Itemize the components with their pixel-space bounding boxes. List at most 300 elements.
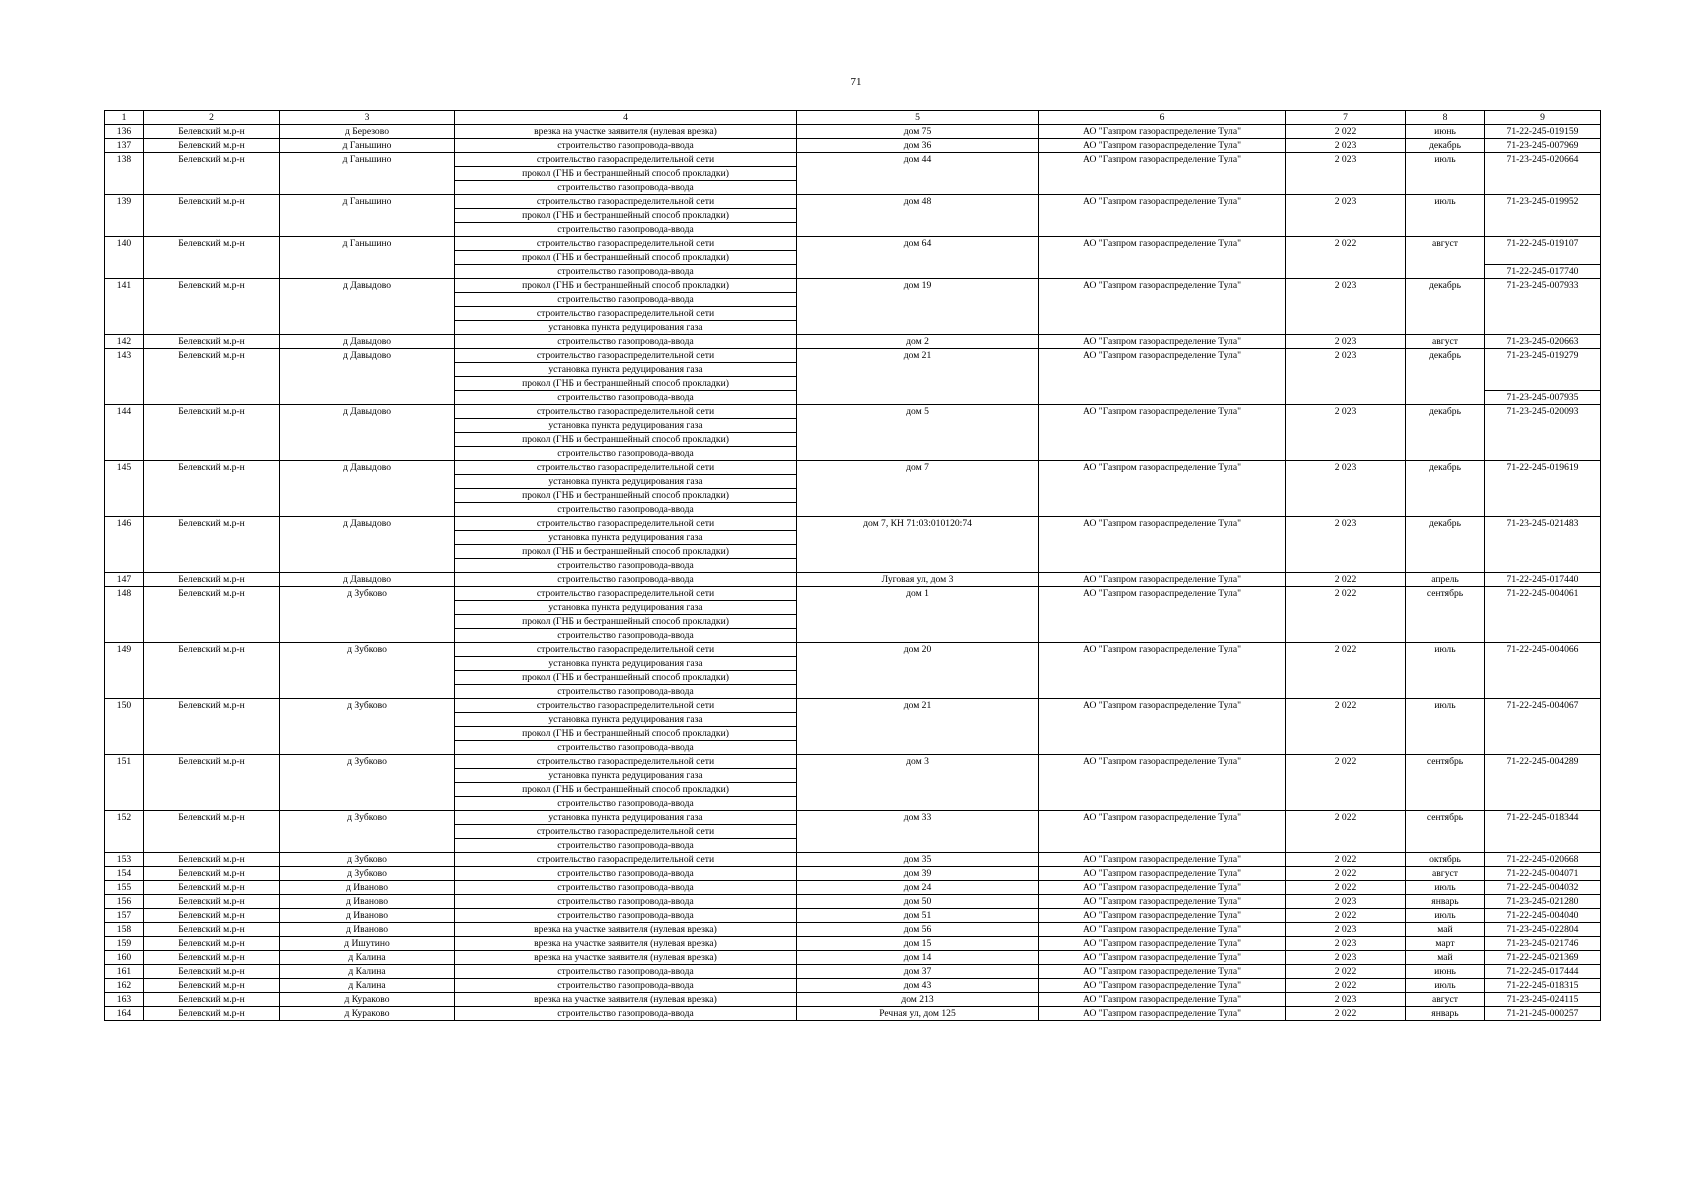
district: Белевский м.р-н — [144, 937, 280, 951]
row-number — [105, 489, 144, 503]
year — [1286, 321, 1406, 335]
district — [144, 629, 280, 643]
table-row-continuation — [105, 769, 1601, 783]
row-number: 144 — [105, 405, 144, 419]
row-number — [105, 559, 144, 573]
row-number — [105, 615, 144, 629]
registration-code: 71-22-245-004061 — [1485, 587, 1601, 601]
settlement: д Зубково — [280, 643, 455, 657]
month: декабрь — [1406, 139, 1485, 153]
settlement: д Иваново — [280, 909, 455, 923]
table-row-continuation — [105, 391, 1601, 405]
address — [797, 475, 1039, 489]
organization: АО "Газпром газораспределение Тула" — [1039, 405, 1286, 419]
organization — [1039, 741, 1286, 755]
year — [1286, 475, 1406, 489]
table-row — [105, 937, 1601, 951]
table-row-continuation — [105, 741, 1601, 755]
table-row-continuation — [105, 825, 1601, 839]
organization — [1039, 167, 1286, 181]
month: сентябрь — [1406, 811, 1485, 825]
registration-code — [1485, 741, 1601, 755]
registration-code: 71-23-245-007933 — [1485, 279, 1601, 293]
address — [797, 419, 1039, 433]
settlement — [280, 265, 455, 279]
month — [1406, 629, 1485, 643]
registration-code — [1485, 209, 1601, 223]
organization — [1039, 685, 1286, 699]
table-row — [105, 993, 1601, 1007]
settlement — [280, 223, 455, 237]
month — [1406, 209, 1485, 223]
year: 2 022 — [1286, 643, 1406, 657]
table-row-continuation — [105, 559, 1601, 573]
row-number: 162 — [105, 979, 144, 993]
row-number: 141 — [105, 279, 144, 293]
settlement: д Иваново — [280, 923, 455, 937]
registration-code — [1485, 503, 1601, 517]
registration-code: 71-22-245-020668 — [1485, 853, 1601, 867]
organization — [1039, 545, 1286, 559]
month — [1406, 671, 1485, 685]
row-number: 146 — [105, 517, 144, 531]
row-number — [105, 251, 144, 265]
table-row-continuation — [105, 601, 1601, 615]
column-number: 1 — [105, 111, 144, 125]
table-row-continuation — [105, 685, 1601, 699]
settlement: д Давыдово — [280, 461, 455, 475]
row-number — [105, 685, 144, 699]
row-number — [105, 419, 144, 433]
district: Белевский м.р-н — [144, 1007, 280, 1021]
district — [144, 545, 280, 559]
settlement — [280, 503, 455, 517]
district: Белевский м.р-н — [144, 125, 280, 139]
work-type: прокол (ГНБ и бестраншейный способ прокладки) — [455, 209, 797, 223]
settlement: д Калина — [280, 965, 455, 979]
row-number: 153 — [105, 853, 144, 867]
table-row-continuation — [105, 293, 1601, 307]
row-number: 148 — [105, 587, 144, 601]
row-number: 139 — [105, 195, 144, 209]
table-row — [105, 279, 1601, 293]
district: Белевский м.р-н — [144, 811, 280, 825]
year: 2 023 — [1286, 937, 1406, 951]
district: Белевский м.р-н — [144, 279, 280, 293]
month — [1406, 657, 1485, 671]
settlement: д Зубково — [280, 755, 455, 769]
month — [1406, 783, 1485, 797]
year — [1286, 447, 1406, 461]
table-row — [105, 153, 1601, 167]
address — [797, 391, 1039, 405]
registration-code: 71-23-245-021483 — [1485, 517, 1601, 531]
row-number: 164 — [105, 1007, 144, 1021]
work-type: прокол (ГНБ и бестраншейный способ прокладки) — [455, 377, 797, 391]
work-type: строительство газопровода-ввода — [455, 1007, 797, 1021]
registration-code — [1485, 293, 1601, 307]
settlement: д Калина — [280, 951, 455, 965]
district — [144, 489, 280, 503]
organization: АО "Газпром газораспределение Тула" — [1039, 1007, 1286, 1021]
district — [144, 531, 280, 545]
work-type: строительство газопровода-ввода — [455, 685, 797, 699]
month: июль — [1406, 699, 1485, 713]
work-type: установка пункта редуцирования газа — [455, 713, 797, 727]
table-row — [105, 237, 1601, 251]
address — [797, 615, 1039, 629]
organization — [1039, 783, 1286, 797]
work-type: установка пункта редуцирования газа — [455, 769, 797, 783]
settlement: д Иваново — [280, 895, 455, 909]
settlement: д Зубково — [280, 811, 455, 825]
registration-code — [1485, 251, 1601, 265]
settlement — [280, 363, 455, 377]
organization: АО "Газпром газораспределение Тула" — [1039, 867, 1286, 881]
district — [144, 307, 280, 321]
year — [1286, 503, 1406, 517]
work-type: установка пункта редуцирования газа — [455, 321, 797, 335]
row-number: 142 — [105, 335, 144, 349]
month — [1406, 307, 1485, 321]
registration-code — [1485, 601, 1601, 615]
registration-code — [1485, 489, 1601, 503]
organization: АО "Газпром газораспределение Тула" — [1039, 195, 1286, 209]
month: сентябрь — [1406, 587, 1485, 601]
registration-code — [1485, 839, 1601, 853]
table-row — [105, 335, 1601, 349]
work-type: прокол (ГНБ и бестраншейный способ прокладки) — [455, 251, 797, 265]
organization: АО "Газпром газораспределение Тула" — [1039, 853, 1286, 867]
district: Белевский м.р-н — [144, 643, 280, 657]
settlement: д Давыдово — [280, 335, 455, 349]
settlement — [280, 391, 455, 405]
row-number — [105, 671, 144, 685]
district — [144, 839, 280, 853]
work-type: строительство газопровода-ввода — [455, 223, 797, 237]
address — [797, 559, 1039, 573]
district: Белевский м.р-н — [144, 237, 280, 251]
district — [144, 685, 280, 699]
organization: АО "Газпром газораспределение Тула" — [1039, 461, 1286, 475]
table-row-continuation — [105, 475, 1601, 489]
work-type: установка пункта редуцирования газа — [455, 363, 797, 377]
settlement: д Давыдово — [280, 517, 455, 531]
settlement — [280, 209, 455, 223]
settlement — [280, 671, 455, 685]
organization — [1039, 251, 1286, 265]
district — [144, 769, 280, 783]
settlement — [280, 321, 455, 335]
district: Белевский м.р-н — [144, 195, 280, 209]
address — [797, 531, 1039, 545]
district: Белевский м.р-н — [144, 965, 280, 979]
year — [1286, 601, 1406, 615]
registration-code: 71-22-245-018344 — [1485, 811, 1601, 825]
row-number: 157 — [105, 909, 144, 923]
registration-code — [1485, 531, 1601, 545]
settlement — [280, 181, 455, 195]
table-row-continuation — [105, 503, 1601, 517]
month: июль — [1406, 643, 1485, 657]
table-row — [105, 951, 1601, 965]
work-type: строительство газопровода-ввода — [455, 503, 797, 517]
row-number: 136 — [105, 125, 144, 139]
registration-code — [1485, 783, 1601, 797]
month: декабрь — [1406, 461, 1485, 475]
address — [797, 601, 1039, 615]
row-number: 159 — [105, 937, 144, 951]
organization: АО "Газпром газораспределение Тула" — [1039, 153, 1286, 167]
address — [797, 783, 1039, 797]
district — [144, 475, 280, 489]
column-number: 5 — [797, 111, 1039, 125]
table-row-continuation — [105, 531, 1601, 545]
organization: АО "Газпром газораспределение Тула" — [1039, 139, 1286, 153]
district: Белевский м.р-н — [144, 979, 280, 993]
table-row-continuation — [105, 545, 1601, 559]
settlement: д Березово — [280, 125, 455, 139]
organization — [1039, 181, 1286, 195]
year — [1286, 307, 1406, 321]
work-type: прокол (ГНБ и бестраншейный способ прокладки) — [455, 545, 797, 559]
row-number — [105, 601, 144, 615]
table-row — [105, 1007, 1601, 1021]
year — [1286, 433, 1406, 447]
registration-code — [1485, 671, 1601, 685]
organization — [1039, 727, 1286, 741]
work-type: прокол (ГНБ и бестраншейный способ прокладки) — [455, 489, 797, 503]
settlement — [280, 741, 455, 755]
settlement: д Зубково — [280, 853, 455, 867]
row-number — [105, 377, 144, 391]
settlement — [280, 839, 455, 853]
row-number — [105, 181, 144, 195]
district — [144, 447, 280, 461]
row-number — [105, 307, 144, 321]
year: 2 023 — [1286, 335, 1406, 349]
organization — [1039, 503, 1286, 517]
district — [144, 713, 280, 727]
month — [1406, 615, 1485, 629]
work-type: прокол (ГНБ и бестраншейный способ прокладки) — [455, 279, 797, 293]
address: дом 21 — [797, 699, 1039, 713]
month — [1406, 601, 1485, 615]
month: июль — [1406, 153, 1485, 167]
district — [144, 377, 280, 391]
organization — [1039, 601, 1286, 615]
district: Белевский м.р-н — [144, 895, 280, 909]
table-row — [105, 195, 1601, 209]
table-row — [105, 755, 1601, 769]
work-type: строительство газопровода-ввода — [455, 559, 797, 573]
registration-code: 71-22-245-021369 — [1485, 951, 1601, 965]
table-row-continuation — [105, 657, 1601, 671]
month — [1406, 797, 1485, 811]
district: Белевский м.р-н — [144, 867, 280, 881]
table-row — [105, 461, 1601, 475]
year — [1286, 615, 1406, 629]
year: 2 022 — [1286, 125, 1406, 139]
month — [1406, 377, 1485, 391]
organization — [1039, 657, 1286, 671]
address — [797, 377, 1039, 391]
table-row — [105, 349, 1601, 363]
work-type: прокол (ГНБ и бестраншейный способ прокладки) — [455, 783, 797, 797]
page-number: 71 — [850, 76, 862, 88]
row-number: 160 — [105, 951, 144, 965]
work-type: врезка на участке заявителя (нулевая врезка) — [455, 125, 797, 139]
row-number — [105, 531, 144, 545]
work-type: строительство газопровода-ввода — [455, 839, 797, 853]
settlement — [280, 601, 455, 615]
work-type: установка пункта редуцирования газа — [455, 419, 797, 433]
year — [1286, 783, 1406, 797]
year — [1286, 839, 1406, 853]
table-row-continuation — [105, 447, 1601, 461]
row-number: 137 — [105, 139, 144, 153]
year: 2 022 — [1286, 979, 1406, 993]
settlement — [280, 825, 455, 839]
district — [144, 433, 280, 447]
row-number — [105, 321, 144, 335]
work-type: строительство газопровода-ввода — [455, 909, 797, 923]
organization — [1039, 475, 1286, 489]
row-number — [105, 503, 144, 517]
column-number: 7 — [1286, 111, 1406, 125]
work-type: строительство газопровода-ввода — [455, 979, 797, 993]
organization: АО "Газпром газораспределение Тула" — [1039, 643, 1286, 657]
year — [1286, 419, 1406, 433]
organization: АО "Газпром газораспределение Тула" — [1039, 951, 1286, 965]
row-number — [105, 769, 144, 783]
table-row — [105, 881, 1601, 895]
month — [1406, 489, 1485, 503]
registration-code: 71-23-245-007969 — [1485, 139, 1601, 153]
organization — [1039, 797, 1286, 811]
year — [1286, 293, 1406, 307]
table-row-continuation — [105, 377, 1601, 391]
table-row-continuation — [105, 181, 1601, 195]
year: 2 022 — [1286, 853, 1406, 867]
organization: АО "Газпром газораспределение Тула" — [1039, 335, 1286, 349]
work-type: строительство газораспределительной сети — [455, 195, 797, 209]
table-row — [105, 923, 1601, 937]
district: Белевский м.р-н — [144, 153, 280, 167]
row-number — [105, 797, 144, 811]
work-type: строительство газопровода-ввода — [455, 797, 797, 811]
year — [1286, 657, 1406, 671]
district — [144, 419, 280, 433]
district — [144, 825, 280, 839]
table-row-continuation — [105, 727, 1601, 741]
address — [797, 825, 1039, 839]
year — [1286, 685, 1406, 699]
settlement: д Ганьшино — [280, 139, 455, 153]
month — [1406, 363, 1485, 377]
table-body — [105, 111, 1601, 1021]
settlement: д Кураково — [280, 1007, 455, 1021]
work-type: врезка на участке заявителя (нулевая врезка) — [455, 951, 797, 965]
settlement — [280, 433, 455, 447]
column-number: 3 — [280, 111, 455, 125]
month: июль — [1406, 909, 1485, 923]
month — [1406, 713, 1485, 727]
table-row — [105, 139, 1601, 153]
year: 2 022 — [1286, 237, 1406, 251]
month: январь — [1406, 1007, 1485, 1021]
month: июнь — [1406, 125, 1485, 139]
month — [1406, 727, 1485, 741]
organization — [1039, 713, 1286, 727]
address: дом 1 — [797, 587, 1039, 601]
organization: АО "Газпром газораспределение Тула" — [1039, 279, 1286, 293]
district — [144, 741, 280, 755]
settlement: д Ишутино — [280, 937, 455, 951]
year: 2 022 — [1286, 1007, 1406, 1021]
work-type: строительство газопровода-ввода — [455, 881, 797, 895]
address — [797, 209, 1039, 223]
settlement — [280, 419, 455, 433]
district: Белевский м.р-н — [144, 699, 280, 713]
month — [1406, 685, 1485, 699]
settlement: д Ганьшино — [280, 237, 455, 251]
month — [1406, 251, 1485, 265]
district: Белевский м.р-н — [144, 909, 280, 923]
month — [1406, 447, 1485, 461]
year: 2 022 — [1286, 755, 1406, 769]
year — [1286, 769, 1406, 783]
district: Белевский м.р-н — [144, 951, 280, 965]
work-type: строительство газопровода-ввода — [455, 895, 797, 909]
row-number: 156 — [105, 895, 144, 909]
month — [1406, 433, 1485, 447]
address — [797, 181, 1039, 195]
registration-code — [1485, 615, 1601, 629]
settlement — [280, 377, 455, 391]
work-type: строительство газораспределительной сети — [455, 153, 797, 167]
year: 2 023 — [1286, 279, 1406, 293]
year — [1286, 559, 1406, 573]
month — [1406, 839, 1485, 853]
organization — [1039, 363, 1286, 377]
table-row-continuation — [105, 783, 1601, 797]
registration-code — [1485, 223, 1601, 237]
row-number: 158 — [105, 923, 144, 937]
address — [797, 433, 1039, 447]
address — [797, 251, 1039, 265]
settlement: д Калина — [280, 979, 455, 993]
row-number — [105, 433, 144, 447]
address — [797, 167, 1039, 181]
year: 2 023 — [1286, 349, 1406, 363]
work-type: строительство газопровода-ввода — [455, 741, 797, 755]
year: 2 022 — [1286, 811, 1406, 825]
month: декабрь — [1406, 517, 1485, 531]
month: июль — [1406, 195, 1485, 209]
address: дом 7, КН 71:03:010120:74 — [797, 517, 1039, 531]
address: дом 7 — [797, 461, 1039, 475]
address: дом 39 — [797, 867, 1039, 881]
address: дом 5 — [797, 405, 1039, 419]
address — [797, 503, 1039, 517]
work-type: врезка на участке заявителя (нулевая врезка) — [455, 923, 797, 937]
year: 2 022 — [1286, 881, 1406, 895]
row-number — [105, 713, 144, 727]
table-row-continuation — [105, 797, 1601, 811]
row-number — [105, 475, 144, 489]
work-type: установка пункта редуцирования газа — [455, 601, 797, 615]
